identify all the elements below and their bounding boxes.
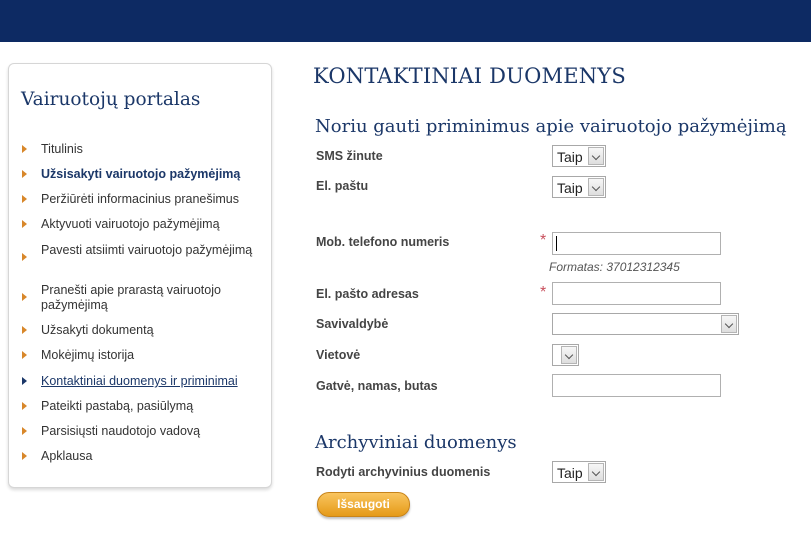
arrow-right-icon [22,170,27,178]
arrow-right-icon [22,220,27,228]
phone-required-mark: * [540,232,547,249]
chevron-down-icon [588,178,604,196]
arrow-right-icon [22,253,27,261]
arrow-right-icon [22,452,27,460]
phone-label: Mob. telefono numeris [316,235,450,249]
sms-select[interactable] [552,145,606,167]
phone-input[interactable] [552,232,721,255]
archive-section-title: Archyviniai duomenys [315,432,517,453]
arrow-right-icon [22,377,27,385]
locality-select[interactable] [552,344,579,366]
sidebar-item-label: Mokėjimų istorija [41,348,135,362]
page-title: KONTAKTINIAI DUOMENYS [313,64,626,88]
sidebar-item-label: Pranešti apie prarastą vairuotojo pažymėjimą [41,283,221,312]
chevron-down-icon [588,147,604,165]
arrow-right-icon [22,293,27,301]
street-input[interactable] [552,374,721,397]
street-label: Gatvė, namas, butas [316,379,438,393]
chevron-down-icon [721,315,737,333]
municipality-select[interactable] [552,313,739,335]
arrow-right-icon [22,351,27,359]
sidebar-title: Vairuotojų portalas [21,89,201,110]
save-button[interactable]: Išsaugoti [317,492,410,517]
chevron-down-icon [588,463,604,481]
archive-show-label: Rodyti archyvinius duomenis [316,465,491,479]
top-header-bar [0,0,811,42]
email-reminder-select-value: Taip [557,180,583,196]
sidebar [8,63,272,488]
email-address-label: El. pašto adresas [316,287,419,301]
sidebar-item-label: Aktyvuoti vairuotojo pažymėjimą [41,217,220,231]
sidebar-item-label: Peržiūrėti informacinius pranešimus [41,192,239,206]
municipality-label: Savivaldybė [316,317,389,331]
sidebar-item-label: Kontaktiniai duomenys ir priminimai [41,374,238,388]
arrow-right-icon [22,326,27,334]
sms-select-value: Taip [557,149,583,165]
archive-show-select[interactable] [552,461,606,483]
email-reminder-select[interactable] [552,176,606,198]
archive-show-select-value: Taip [557,465,583,481]
arrow-right-icon [22,145,27,153]
sms-label: SMS žinute [316,149,383,163]
sidebar-item-label: Užsisakyti vairuotojo pažymėjimą [41,167,241,181]
phone-format-hint: Formatas: 37012312345 [549,260,680,274]
sidebar-item-label: Titulinis [41,142,83,156]
sidebar-item-label: Parsisiųsti naudotojo vadovą [41,424,201,438]
sidebar-item-label: Užsakyti dokumentą [41,323,154,337]
sidebar-item-label: Apklausa [41,449,93,463]
arrow-right-icon [22,402,27,410]
reminders-section-title: Noriu gauti priminimus apie vairuotojo pažymėjimą [315,116,787,137]
text-caret [556,236,557,251]
sidebar-item-label: Pateikti pastabą, pasiūlymą [41,399,194,413]
chevron-down-icon [561,346,577,364]
email-address-input[interactable] [552,282,721,305]
email-required-mark: * [540,284,547,301]
email-reminder-label: El. paštu [316,179,369,193]
arrow-right-icon [22,427,27,435]
arrow-right-icon [22,195,27,203]
sidebar-item-label: Pavesti atsiimti vairuotojo pažymėjimą [41,243,253,257]
locality-label: Vietovė [316,348,361,362]
